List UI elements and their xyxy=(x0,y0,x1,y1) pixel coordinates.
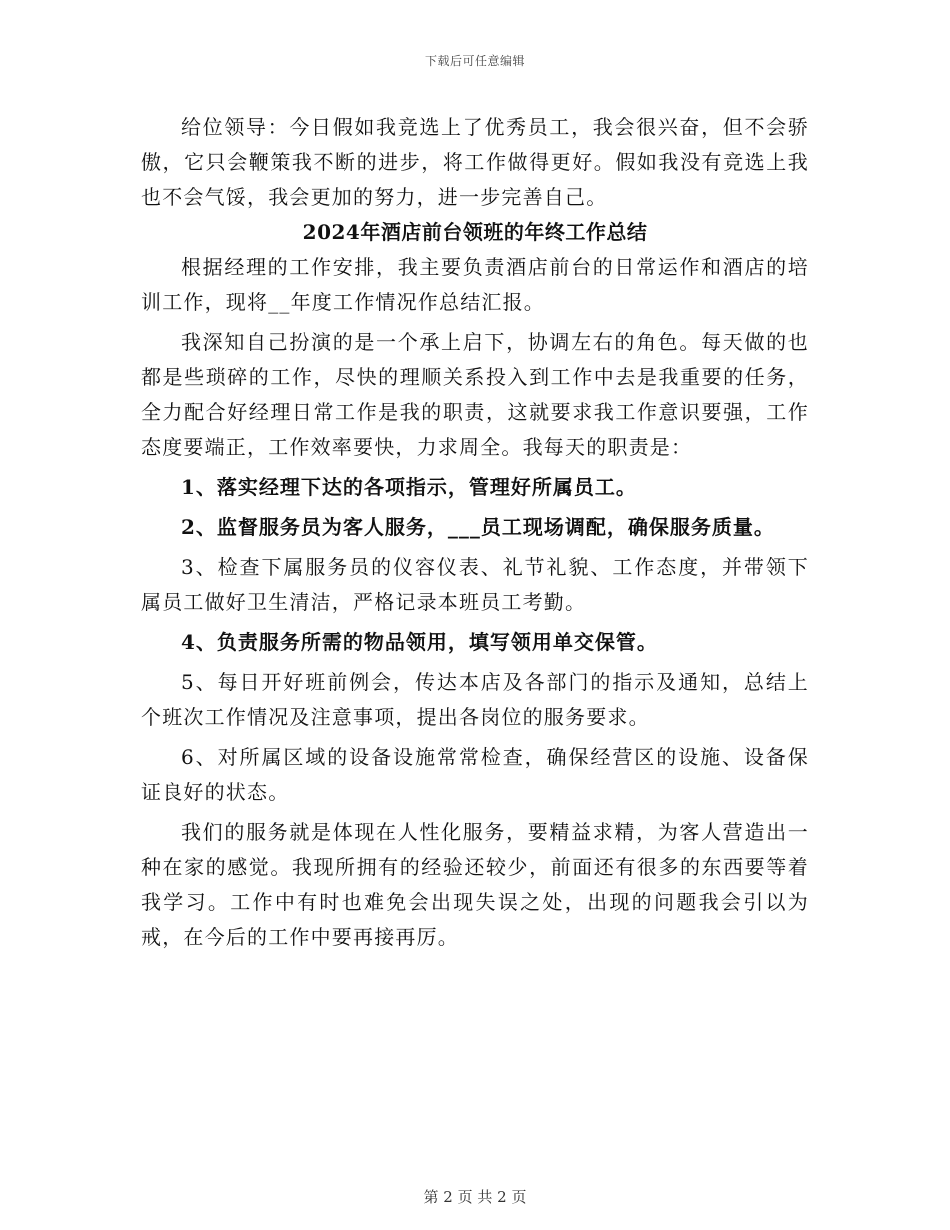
page-header: 下载后可任意编辑 xyxy=(424,54,525,68)
document-title: 2024年酒店前台领班的年终工作总结 xyxy=(302,220,648,244)
page-number: 第 2 页 共 2 页 xyxy=(423,1188,527,1206)
document-body xyxy=(141,110,809,955)
duty-item-2: 2、监督服务员为客人服务，___员工现场调配，确保服务质量。 xyxy=(181,515,775,539)
duty-item-1: 1、落实经理下达的各项指示，管理好所属员工。 xyxy=(181,475,637,499)
duty-item-4: 4、负责服务所需的物品领用，填写领用单交保管。 xyxy=(181,630,658,654)
paragraph-work-arrangement: 根据经理的工作安排，我主要负责酒店前台的日常运作和酒店的培训工作，现将__年度工作情况作总结汇报。 xyxy=(141,255,809,314)
closing-paragraph: 我们的服务就是体现在人性化服务，要精益求精，为客人营造出一种在家的感觉。我现所拥有的经验还较少，前面还有很多的东西要等着我学习。工作中有时也难免会出现失误之处，出现的问题我会引以为戒，在今后的工作中要再接再厉。 xyxy=(141,820,809,949)
duty-item-5: 5、每日开好班前例会，传达本店及各部门的指示及通知，总结上个班次工作情况及注意事项，提出各岗位的服务要求。 xyxy=(141,670,809,729)
intro-paragraph: 给位领导：今日假如我竞选上了优秀员工，我会很兴奋，但不会骄傲，它只会鞭策我不断的进步，将工作做得更好。假如我没有竞选上我也不会气馁，我会更加的努力，进一步完善自己。 xyxy=(141,115,809,209)
duty-item-6: 6、对所属区域的设备设施常常检查，确保经营区的设施、设备保证良好的状态。 xyxy=(141,745,809,804)
duty-item-3: 3、检查下属服务员的仪容仪表、礼节礼貌、工作态度，并带领下属员工做好卫生清洁，严格记录本班员工考勤。 xyxy=(141,555,809,614)
paragraph-role-description: 我深知自己扮演的是一个承上启下，协调左右的角色。每天做的也都是些琐碎的工作，尽快的理顺关系投入到工作中去是我重要的任务，全力配合好经理日常工作是我的职责，这就要求我工作意识要强，工作态度要端正，工作效率要快，力求周全。我每天的职责是： xyxy=(141,330,809,459)
